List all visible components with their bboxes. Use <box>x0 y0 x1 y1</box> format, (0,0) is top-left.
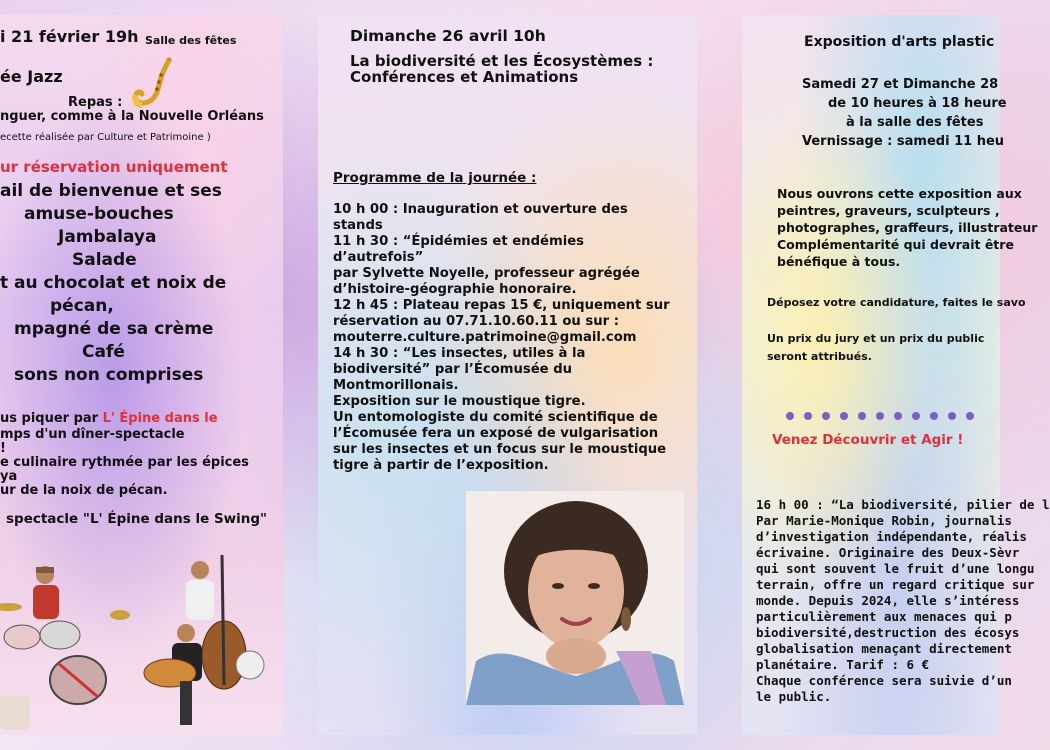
conference-line: écrivaine. Originaire des Deux-Sèvr <box>756 545 1020 560</box>
invite-red-text: L' Épine dans le <box>102 411 218 426</box>
dot-icon <box>966 412 974 420</box>
dot-icon <box>894 412 902 420</box>
saxophone-icon <box>128 55 178 111</box>
invite-line: mps d'un dîner-spectacle <box>0 427 185 442</box>
conference-line: Chaque conférence sera suivie d’un <box>756 673 1012 688</box>
invite-line: ! <box>0 441 6 456</box>
programme-line: Exposition sur le moustique tigre. <box>333 394 586 409</box>
invite-line: ya <box>0 469 18 484</box>
menu-item: mpagné de sa crème <box>14 319 214 339</box>
expo-date-line: Vernissage : samedi 11 heu <box>802 134 1005 149</box>
panel-art-exhibition <box>742 15 1050 735</box>
dot-icon <box>948 412 956 420</box>
expo-intro-line: photographes, graffeurs, illustrateur <box>777 220 1038 235</box>
programme-line: l’Écomusée fera un exposé de vulgarisation <box>333 426 659 441</box>
speaker-portrait <box>466 491 684 705</box>
biodiv-date: Dimanche 26 avril 10h <box>350 27 546 45</box>
conference-line: le public. <box>756 689 832 704</box>
biodiv-title-2: Conférences et Animations <box>350 68 579 86</box>
programme-line: biodiversité” par l’Écomusée du <box>333 362 573 377</box>
programme-line: 12 h 45 : Plateau repas 15 €, uniquement sur <box>333 298 670 313</box>
programme-line: 10 h 00 : Inauguration et ouverture des <box>333 202 628 217</box>
recette-note: ecette réalisée par Culture et Patrimoine ) <box>0 132 211 143</box>
dot-icon <box>858 412 866 420</box>
menu-item: Jambalaya <box>58 227 157 247</box>
programme-line: Un entomologiste du comité scientifique de <box>333 410 658 425</box>
programme-line: stands <box>333 218 383 233</box>
prix-line: seront attribués. <box>767 350 872 363</box>
programme-line: Montmorillonais. <box>333 378 459 393</box>
prix-line: Un prix du jury et un prix du public <box>767 332 985 345</box>
panel-jazz-evening <box>0 15 283 735</box>
conference-line: Par Marie-Monique Robin, journalis <box>756 513 1012 528</box>
programme-heading: Programme de la journée : <box>333 170 537 186</box>
programme-line: d’histoire-géographie honoraire. <box>333 282 577 297</box>
conference-line: terrain, offre un regard critique sur <box>756 577 1035 592</box>
programme-line: d’autrefois” <box>333 250 424 265</box>
call-to-action: Venez Découvrir et Agir ! <box>772 432 964 448</box>
invite-line <box>0 411 218 426</box>
jazz-title: ée Jazz <box>0 67 63 86</box>
conference-line: 16 h 00 : “La biodiversité, pilier de l <box>756 497 1050 512</box>
expo-intro-line: bénéfique à tous. <box>777 254 901 269</box>
expo-intro-line: peintres, graveurs, sculpteurs , <box>777 203 1000 218</box>
dot-icon <box>804 412 812 420</box>
dot-icon <box>822 412 830 420</box>
menu-item: ail de bienvenue et ses <box>0 181 222 201</box>
dot-divider <box>786 405 984 424</box>
programme-line: sur les insectes et un focus sur le moustique <box>333 442 667 457</box>
menu-item: sons non comprises <box>14 365 204 385</box>
expo-intro-line: Nous ouvrons cette exposition aux <box>777 186 1022 201</box>
dot-icon <box>876 412 884 420</box>
menu-item: amuse-bouches <box>24 204 174 224</box>
invite-line: ur de la noix de pécan. <box>0 483 168 498</box>
conference-line: qui sont souvent le fruit d’une longu <box>756 561 1035 576</box>
reservation-note: ur réservation uniquement <box>0 158 228 176</box>
expo-date-line: à la salle des fêtes <box>846 115 984 130</box>
menu-item: Salade <box>72 250 137 270</box>
programme-line: tigre à partir de l’exposition. <box>333 458 549 473</box>
jazz-venue: Salle des fêtes <box>145 34 237 47</box>
expo-intro-line: Complémentarité qui devrait être <box>777 237 1014 252</box>
conference-line: monde. Depuis 2024, elle s’intéress <box>756 593 1020 608</box>
menu-item: Café <box>82 342 125 362</box>
programme-email[interactable]: mouterre.culture.patrimoine@gmail.com <box>333 330 637 345</box>
programme-line: réservation au 07.71.10.60.11 ou sur : <box>333 314 620 329</box>
spectacle-title: spectacle "L' Épine dans le Swing" <box>6 511 268 527</box>
repas-label: Repas : <box>68 95 123 110</box>
conference-line: biodiversité,destruction des écosys <box>756 625 1020 640</box>
conference-line: particulièrement aux menaces qui p <box>756 609 1012 624</box>
conference-line: d’investigation indépendante, réalis <box>756 529 1027 544</box>
invite-text: us piquer par <box>0 411 103 426</box>
repas-line: nguer, comme à la Nouvelle Orléans <box>0 109 264 124</box>
expo-title: Exposition d'arts plastic <box>804 34 995 50</box>
panel-biodiversity-day <box>318 15 697 735</box>
dot-icon <box>912 412 920 420</box>
menu-item: pécan, <box>50 296 114 316</box>
programme-line: par Sylvette Noyelle, professeur agrégée <box>333 266 640 281</box>
jazz-date: i 21 février 19h <box>0 27 139 46</box>
programme-line: 14 h 30 : “Les insectes, utiles à la <box>333 346 586 361</box>
programme-line: 11 h 30 : “Épidémies et endémies <box>333 234 585 249</box>
menu-item: t au chocolat et noix de <box>0 273 227 293</box>
biodiv-title-1: La biodiversité et les Écosystèmes : <box>350 52 654 70</box>
dot-icon <box>786 412 794 420</box>
dot-icon <box>930 412 938 420</box>
invite-line: e culinaire rythmée par les épices <box>0 455 249 470</box>
jazz-band-photo <box>0 545 283 735</box>
conference-line: planétaire. Tarif : 6 € <box>756 657 930 672</box>
expo-date-line: Samedi 27 et Dimanche 28 <box>802 77 999 92</box>
conference-line: globalisation menaçant directement <box>756 641 1012 656</box>
expo-date-line: de 10 heures à 18 heure <box>828 96 1007 111</box>
candidature-note: Déposez votre candidature, faites le savo <box>767 296 1026 309</box>
dot-icon <box>840 412 848 420</box>
